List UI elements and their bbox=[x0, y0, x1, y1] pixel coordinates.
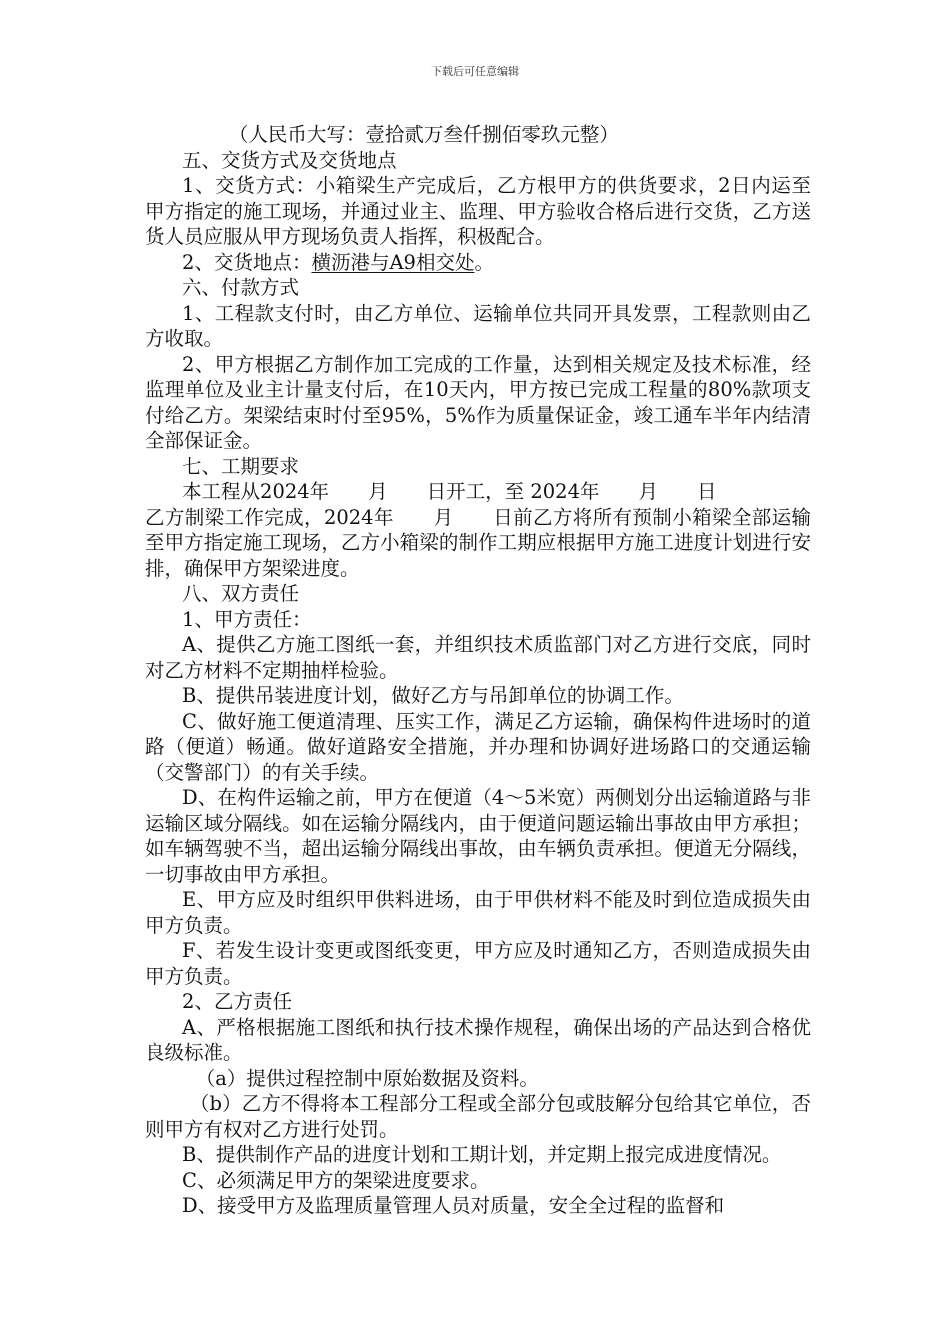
section-7-heading: 七、工期要求 bbox=[182, 454, 300, 478]
party-a-item-b: B、提供吊装进度计划，做好乙方与吊卸单位的协调工作。 bbox=[182, 684, 684, 707]
schedule-paragraph-line1: 本工程从2024年 月 日开工，至 2024年 月 日 bbox=[182, 480, 717, 503]
party-a-item-a: A、提供乙方施工图纸一套，并组织技术质监部门对乙方进行交底，同时对乙方材料不定期抽样检验。 bbox=[145, 633, 811, 682]
section-6-heading: 六、付款方式 bbox=[182, 276, 300, 299]
party-b-heading: 2、乙方责任 bbox=[182, 990, 292, 1013]
party-b-item-a: A、严格根据施工图纸和执行技术操作规程，确保出场的产品达到合格优良级标准。 bbox=[145, 1015, 811, 1064]
party-a-item-d: D、在构件运输之前，甲方在便道（4～5米宽）两侧划分出运输道路与非运输区域分隔线。如在运输分隔线内，由于便道问题运输出事故由甲方承担；如车辆驾驶不当，超出运输分隔线出事故，由车辆负责承担。便道无分隔线，一切事故由甲方承担。 bbox=[145, 786, 811, 886]
delivery-method-paragraph: 1、交货方式：小箱梁生产完成后，乙方根甲方的供货要求，2日内运至甲方指定的施工现场，并通过业主、监理、甲方验收合格后进行交货，乙方送货人员应服从甲方现场负责人指挥，积极配合。 bbox=[145, 174, 811, 248]
amount-in-words: （人民币大写：壹拾贰万叁仟捌佰零玖元整） bbox=[228, 123, 619, 146]
delivery-place-paragraph bbox=[145, 250, 811, 276]
page-header-note: 下载后可任意编辑 bbox=[431, 65, 519, 78]
party-b-subitem-a: （a）提供过程控制中原始数据及资料。 bbox=[195, 1066, 539, 1090]
party-b-item-c: C、必须满足甲方的架梁进度要求。 bbox=[182, 1168, 490, 1192]
delivery-place-value: 横沥港与A9相交处 bbox=[311, 250, 475, 274]
section-5-heading: 五、交货方式及交货地点 bbox=[182, 148, 397, 172]
delivery-place-label: 2、交货地点： bbox=[182, 250, 312, 274]
schedule-paragraph-rest: 乙方制梁工作完成，2024年 月 日前乙方将所有预制小箱梁全部运输至甲方指定施工现场，乙方小箱梁的制作工期应根据甲方施工进度计划进行安排，确保甲方架梁进度。 bbox=[145, 505, 811, 580]
payment-invoice-paragraph: 1、工程款支付时，由乙方单位、运输单位共同开具发票，工程款则由乙方收取。 bbox=[145, 301, 811, 350]
party-a-item-f: F、若发生设计变更或图纸变更，甲方应及时通知乙方，否则造成损失由甲方负责。 bbox=[145, 939, 811, 988]
section-8-heading: 八、双方责任 bbox=[182, 582, 300, 605]
delivery-place-end: 。 bbox=[474, 250, 494, 274]
party-b-item-d: D、接受甲方及监理质量管理人员对质量，安全全过程的监督和 bbox=[182, 1194, 725, 1217]
party-a-item-e: E、甲方应及时组织甲供料进场，由于甲供材料不能及时到位造成损失由甲方负责。 bbox=[145, 888, 811, 937]
party-b-item-b: B、提供制作产品的进度计划和工期计划，并定期上报完成进度情况。 bbox=[182, 1143, 782, 1166]
party-b-subitem-b: （b）乙方不得将本工程部分工程或全部分包或肢解分包给其它单位，否则甲方有权对乙方进行处罚。 bbox=[145, 1092, 811, 1141]
contract-body bbox=[145, 122, 811, 1219]
party-a-item-c: C、做好施工便道清理、压实工作，满足乙方运输，确保构件进场时的道路（便道）畅通。做好道路安全措施，并办理和协调好进场路口的交通运输（交警部门）的有关手续。 bbox=[145, 709, 811, 784]
party-a-heading: 1、甲方责任： bbox=[182, 607, 312, 631]
payment-schedule-paragraph: 2、甲方根据乙方制作加工完成的工作量，达到相关规定及技术标准，经监理单位及业主计量支付后，在10天内，甲方按已完成工程量的80%款项支付给乙方。架梁结束时付至95%，5%作为质量保证金，竣工通车半年内结清全部保证金。 bbox=[145, 352, 811, 452]
